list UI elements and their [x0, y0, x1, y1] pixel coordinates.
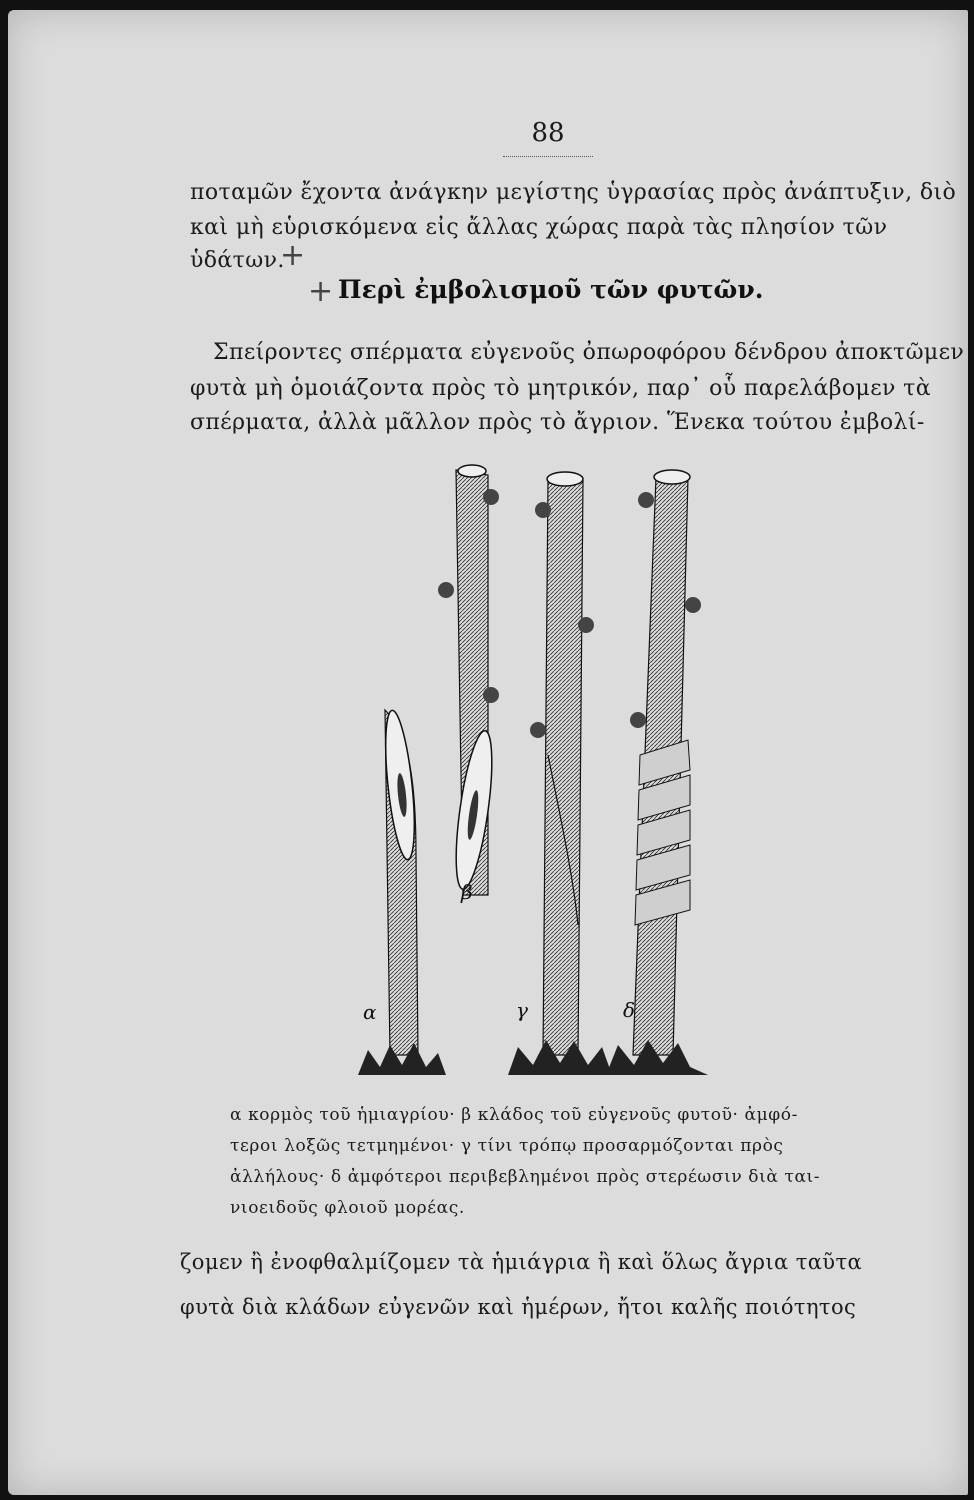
page-number-rule — [503, 156, 593, 157]
figure-label-b: β — [461, 880, 473, 904]
stem-g — [508, 472, 612, 1075]
text-line: σπέρματα, ἀλλὰ μᾶλλον πρὸς τὸ ἄγριον. Ἕνεκα τούτου ἐμβολί- — [190, 410, 925, 435]
stem-b — [438, 465, 499, 895]
text-line: ζομεν ἢ ἐνοφθαλμίζομεν τὰ ἡμιάγρια ἢ καὶ ὅλως ἄγρια ταῦτα — [180, 1250, 863, 1274]
page-number: 88 — [531, 118, 565, 148]
book-page — [8, 10, 968, 1495]
text-line: φυτὰ διὰ κλάδων εὐγενῶν καὶ ἡμέρων, ἤτοι καλῆς ποιότητος — [180, 1295, 857, 1319]
text-line: Σπείροντες σπέρματα εὐγενοῦς ὀπωροφόρου δένδρου ἀποκτῶμεν — [213, 340, 965, 365]
text-line: φυτὰ μὴ ὁμοιάζοντα πρὸς τὸ μητρικόν, παρ᾽ οὗ παρελάβομεν τὰ — [190, 376, 931, 401]
text-line: ὑδάτων. — [190, 248, 285, 273]
figure-caption-line: τεροι λοξῶς τετμημένοι· γ τίνι τρόπῳ προσαρμόζονται πρὸς — [230, 1136, 784, 1156]
text-line: καὶ μὴ εὑρισκόμενα εἰς ἄλλας χώρας παρὰ τὰς πλησίον τῶν — [190, 215, 888, 240]
figure-caption-line: ἀλλήλους· δ ἀμφότεροι περιβεβλημένοι πρὸς στερέωσιν διὰ ται- — [230, 1167, 821, 1187]
section-heading: Περὶ ἐμβολισμοῦ τῶν φυτῶν. — [338, 275, 764, 304]
pencil-mark-icon: + — [280, 238, 306, 273]
figure-caption-line: νιοειδοῦς φλοιοῦ μορέας. — [230, 1198, 465, 1218]
figure-caption-line: α κορμὸς τοῦ ἡμιαγρίου· β κλάδος τοῦ εὐγενοῦς φυτοῦ· ἀμφό- — [230, 1105, 798, 1125]
bark-ribbon — [635, 740, 690, 925]
pencil-mark-icon: + — [308, 274, 334, 309]
grafting-figure-svg — [338, 455, 728, 1100]
text-line: ποταμῶν ἔχοντα ἀνάγκην μεγίστης ὑγρασίας πρὸς ἀνάπτυξιν, διὸ — [190, 180, 957, 205]
figure-label-d: δ — [623, 998, 636, 1022]
stem-d — [606, 470, 708, 1075]
figure-label-a: α — [363, 1000, 377, 1024]
grafting-illustration — [338, 455, 728, 1100]
figure-label-g: γ — [516, 998, 528, 1022]
